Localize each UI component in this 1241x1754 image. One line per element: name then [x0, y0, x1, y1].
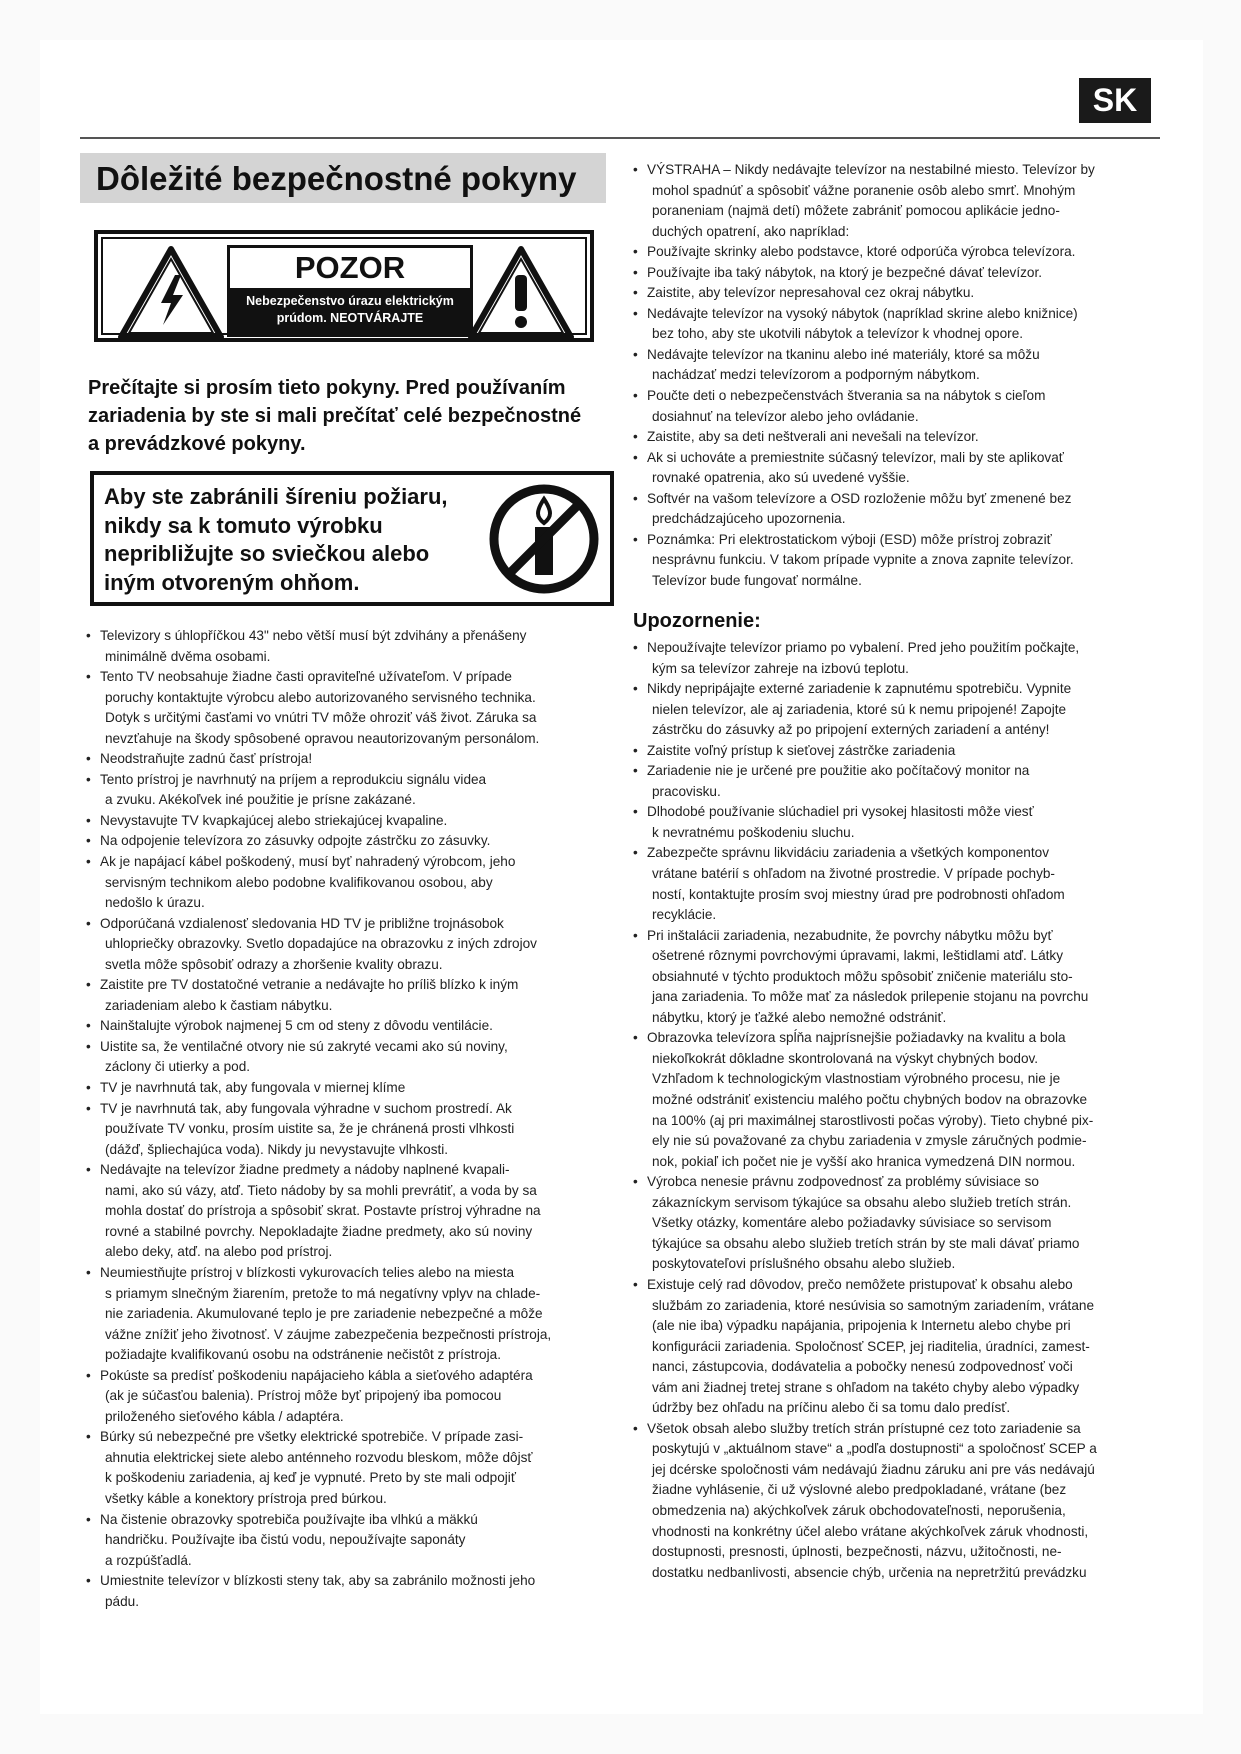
- bullet-line: • Tento prístroj je navrhnutý na príjem a reprodukciu signálu videa: [100, 771, 487, 787]
- bullet-item: [633, 1419, 1163, 1583]
- bullet-item: [86, 1366, 611, 1428]
- intro-line: Prečítajte si prosím tieto pokyny. Pred používaním: [88, 377, 566, 399]
- bullet-line: obmedzenia na) akýchkoľvek záruk obchodovateľnosti, neporušenia,: [652, 1502, 1066, 1518]
- bullet-line: dostupnosti, presnosti, úplnosti, bezpečnosti, názvu, užitočnosti, ne-: [652, 1544, 1062, 1560]
- caution-subtitle-line: prúdom. NEOTVÁRAJTE: [276, 311, 424, 325]
- bullet-line: Vzhľadom k technologickým vlastnostiam výrobného procesu, nie je: [652, 1071, 1061, 1087]
- bullet-item: [86, 749, 611, 770]
- bullet-line: recyklácie.: [652, 907, 717, 923]
- bullet-line: požiadajte kvalifikovanú osobu na odstránenie nečistôt z prístroja.: [105, 1347, 501, 1363]
- bullet-line: niekoľkokrát dôkladne skontrolovaná na výskyt chybných bodov.: [652, 1050, 1039, 1066]
- bullet-line: záclony či utierky a pod.: [105, 1059, 251, 1075]
- bullet-line: svetla môže spôsobiť odrazy a zhoršenie kvality obrazu.: [105, 956, 443, 972]
- bullet-line: dostatku nedbanlivosti, absencie chýb, určenia na nepretržitú prevádzku: [652, 1564, 1087, 1580]
- bullet-line: • Zaistite voľný prístup k sieťovej zástrčke zariadenia: [647, 742, 956, 758]
- bullet-item: [633, 843, 1163, 925]
- bullet-line: priloženého sieťového kábla / adaptéra.: [105, 1408, 344, 1424]
- caution-subtitle: [230, 288, 470, 334]
- bullet-line: vám ani žiadnej tretej strane s ohľadom na takéto chyby alebo výpadky: [652, 1379, 1080, 1395]
- bullet-item: [86, 1263, 611, 1366]
- fire-warning-line: nepribližujte so sviečkou alebo: [104, 541, 430, 566]
- bullet-line: • VÝSTRAHA – Nikdy nedávajte televízor na nestabilné miesto. Televízor by: [647, 162, 1095, 177]
- no-open-flame-icon: [488, 483, 600, 595]
- bullet-line: vhodnosti na konkrétny účel alebo vrátane akýchkoľvek záruk vhodnosti,: [652, 1523, 1089, 1539]
- title-bar: [80, 153, 606, 203]
- bullet-line: • Zaistite, aby televízor nepresahoval cez okraj nábytku.: [647, 285, 975, 301]
- bullet-line: • Zabezpečte správnu likvidáciu zariadenia a všetkých komponentov: [647, 845, 1049, 861]
- bullet-item: [633, 1275, 1163, 1419]
- bullet-line: mohla dostať do prístroja a spôsobiť skrat. Postavte prístroj výhradne na: [105, 1203, 541, 1219]
- bullet-line: • Odporúčaná vzdialenosť sledovania HD TV je približne trojnásobok: [100, 915, 504, 931]
- bullet-line: mohol spadnúť a spôsobiť vážne poranenie osôb alebo smrť. Mnohým: [652, 182, 1076, 198]
- intro-line: zariadenia by ste si mali prečítať celé bezpečnostné: [88, 405, 582, 427]
- bullet-line: • Zaistite pre TV dostatočné vetranie a nedávajte ho príliš blízko k iným: [100, 977, 519, 993]
- bullet-line: konfigurácii zariadenia. Spoločnosť SCEP, jej riaditelia, úradníci, zamest-: [652, 1338, 1090, 1354]
- bullet-item: [633, 283, 1163, 304]
- bullet-line: • Pri inštalácii zariadenia, nezabudnite, že povrchy nábytku môžu byť: [647, 927, 1053, 943]
- bullet-item: [86, 852, 611, 914]
- bullet-line: nedošlo k úrazu.: [105, 895, 205, 911]
- bullet-item: [633, 530, 1163, 592]
- bullet-line: duchých opatrení, ako napríklad:: [652, 223, 850, 239]
- bullet-line: ošetrené rôznymi povrchovými úpravami, lakmi, leštidlami atď. Látky: [652, 948, 1064, 964]
- electric-shock-warning-icon: [117, 245, 225, 341]
- bullet-line: • Nikdy nepripájajte externé zariadenie k zapnutému spotrebiču. Vypnite: [647, 681, 1072, 697]
- bullet-line: • Neumiestňujte prístroj v blízkosti vykurovacích telies alebo na miesta: [100, 1264, 515, 1280]
- safety-list-right-bottom: [633, 638, 1163, 1583]
- bullet-line: • Existuje celý rad dôvodov, prečo nemôžete pristupovať k obsahu alebo: [647, 1276, 1073, 1292]
- bullet-line: • Výrobca nenesie právnu zodpovednosť za problémy súvisiace so: [647, 1174, 1039, 1190]
- bullet-line: • Zaistite, aby sa deti neštverali ani nevešali na televízor.: [647, 429, 979, 445]
- bullet-line: nanci, zástupcovia, dodávatelia a pobočky nenesú zodpovednosť voči: [652, 1359, 1073, 1375]
- bullet-line: minimálně dvěma osobami.: [105, 648, 271, 664]
- bullet-item: [633, 926, 1163, 1029]
- bullet-line: používate TV vonku, prosím uistite sa, že je chránená prosti vlhkosti: [105, 1121, 515, 1137]
- bullet-line: poskytujú v „aktuálnom stave“ a „podľa dostupnosti“ a spoločnosť SCEP a: [652, 1441, 1097, 1457]
- bullet-line: nami, ako sú vázy, atď. Tieto nádoby by sa mohli prevrátiť, a voda by sa: [105, 1182, 537, 1198]
- bullet-line: • Ak je napájací kábel poškodený, musí byť nahradený výrobcom, jeho: [100, 854, 516, 870]
- bullet-line: ností, kontaktujte prosím svoj miestny úrad pre podrobnosti ohľadom: [652, 886, 1065, 902]
- bullet-item: [633, 679, 1163, 741]
- bullet-item: [633, 489, 1163, 530]
- bullet-line: predchádzajúceho upozornenia.: [652, 511, 846, 527]
- bullet-item: [86, 1037, 611, 1078]
- fire-warning-line: Aby ste zabránili šíreniu požiaru,: [104, 484, 448, 509]
- bullet-line: alebo deky, atď. na alebo pod prístroj.: [105, 1244, 333, 1260]
- bullet-line: týkajúce sa obsahu alebo služieb tretích strán by ste mali dávať priamo: [652, 1235, 1080, 1251]
- bullet-line: ely nie sú považované za chybu zariadenia v zmysle záručných podmie-: [652, 1133, 1087, 1149]
- bullet-line: • Búrky sú nebezpečné pre všetky elektrické spotrebiče. V prípade zasi-: [100, 1429, 524, 1445]
- bullet-line: nábytku, ktorý je ťažké alebo nemožné odstrániť.: [652, 1009, 947, 1025]
- bullet-item: [86, 811, 611, 832]
- bullet-line: poruchy kontaktujte výrobcu alebo autorizovaného servisného technika.: [105, 689, 536, 705]
- fire-warning-line: iným otvoreným ohňom.: [104, 569, 360, 595]
- bullet-line: (ale nie iba) výpadku napájania, pripojenia k Internetu alebo chybe pri: [652, 1318, 1071, 1334]
- bullet-item: [633, 1028, 1163, 1172]
- caution-text-block: [227, 245, 473, 337]
- bullet-line: • Zariadenie nie je určené pre použitie ako počítačový monitor na: [647, 763, 1030, 779]
- bullet-line: • Uistite sa, že ventilačné otvory nie sú zakryté vecami ako sú noviny,: [100, 1038, 508, 1054]
- bullet-line: • Televizory s úhlopříčkou 43" nebo větší musí být zdvihány a přenášeny: [100, 628, 527, 643]
- bullet-item: [633, 345, 1163, 386]
- bullet-line: a zvuku. Akékoľvek iné použitie je prísne zakázané.: [105, 792, 416, 808]
- bullet-line: ahnutia elektrickej siete alebo anténneho rozvodu bleskom, môže dôjsť: [105, 1449, 533, 1465]
- bullet-line: zástrčku do zásuvky až po pripojení externých zariadení a antény!: [652, 722, 1050, 738]
- bullet-line: nielen televízor, ale aj zariadenia, ktoré sú k nemu pripojené! Zapojte: [652, 701, 1067, 717]
- bullet-line: • Poznámka: Pri elektrostatickom výboji (ESD) môže prístroj zobraziť: [647, 531, 1052, 547]
- bullet-line: nie zariadenia. Akumulované teplo je pre zariadenie nebezpečné a môže: [105, 1306, 543, 1322]
- bullet-line: uhlopriečky obrazovky. Svetlo dopadajúce na obrazovku z iných zdrojov: [105, 936, 537, 952]
- bullet-line: (dážď, špliechajúca voda). Nikdy ju nevystavujte vlhkosti.: [105, 1141, 449, 1157]
- caution-title: POZOR: [294, 250, 406, 285]
- section-heading-upozornenie: Upozornenie:: [633, 610, 761, 632]
- bullet-line: nachádzať medzi televízorom a podporným nábytkom.: [652, 367, 980, 383]
- bullet-item: [633, 160, 1163, 242]
- bullet-line: Televízor bude fungovať normálne.: [652, 572, 862, 588]
- bullet-line: nevzťahuje na škody spôsobené opravou neautorizovaným personálom.: [105, 730, 540, 746]
- fire-warning-box: [90, 471, 614, 606]
- bullet-item: [633, 304, 1163, 345]
- bullet-line: handričku. Používajte iba čistú vodu, nepoužívajte saponáty: [105, 1532, 466, 1548]
- intro-paragraph: [88, 374, 608, 458]
- safety-list-left: [86, 626, 611, 1612]
- bullet-line: • Neodstraňujte zadnú časť prístroja!: [100, 751, 313, 767]
- bullet-item: [633, 448, 1163, 489]
- bullet-line: • Softvér na vašom televízore a OSD rozloženie môžu byť zmenené bez: [647, 490, 1072, 506]
- bullet-line: s priamym slnečným žiarením, pretože to má negatívny vplyv na chlade-: [105, 1285, 541, 1301]
- bullet-line: nok, pokiaľ ich počet nie je vyšší ako hranica vymedzená DIN normou.: [652, 1153, 1076, 1169]
- bullet-line: poskytovateľovi príslušného obsahu alebo služieb.: [652, 1256, 956, 1272]
- bullet-line: poraneniam (najmä detí) môžete zabrániť pomocou aplikácie jedno-: [652, 203, 1060, 219]
- bullet-item: [86, 831, 611, 852]
- bullet-line: rovné a stabilné povrchy. Nepokladajte žiadne predmety, ako sú noviny: [105, 1223, 533, 1239]
- bullet-line: • Nevystavujte TV kvapkajúcej alebo striekajúcej kvapaline.: [100, 812, 448, 828]
- bullet-item: [86, 914, 611, 976]
- bullet-line: všetky káble a konektory prístroja pred búrkou.: [105, 1490, 387, 1506]
- bullet-line: • TV je navrhnutá tak, aby fungovala v miernej klíme: [100, 1080, 406, 1096]
- bullet-line: vážne znížiť jeho životnosť. V záujme zabezpečenia bezpečnosti prístroja,: [105, 1326, 552, 1342]
- bullet-line: obsiahnuté v týchto produktoch môžu spôsobiť zničenie materiálu sto-: [652, 968, 1073, 984]
- bullet-line: Dotyk s určitými časťami vo vnútri TV môže ohroziť váš život. Záruka sa: [105, 710, 537, 726]
- bullet-item: [86, 1510, 611, 1572]
- bullet-line: na 100% (aj pri maximálnej starostlivosti počas výroby). Tieto chybné pix-: [652, 1112, 1094, 1128]
- bullet-item: [633, 638, 1163, 679]
- bullet-line: • Nedávajte televízor na vysoký nábytok (napríklad skrine alebo knižnice): [647, 305, 1078, 321]
- bullet-line: nesprávnu funkciu. V takom prípade vypnite a znova zapnite televízor.: [652, 552, 1074, 568]
- bullet-line: • Pokúste sa predísť poškodeniu napájacieho kábla a sieťového adaptéra: [100, 1367, 533, 1383]
- bullet-item: [86, 626, 611, 667]
- bullet-item: [633, 386, 1163, 427]
- bullet-line: • Na odpojenie televízora zo zásuvky odpojte zástrčku zo zásuvky.: [100, 833, 491, 849]
- header-rule: [80, 137, 1160, 139]
- bullet-line: rovnaké opatrenia, ako sú uvedené vyššie.: [652, 470, 910, 486]
- bullet-line: • Nepoužívajte televízor priamo po vybalení. Pred jeho použitím počkajte,: [647, 640, 1080, 655]
- bullet-line: jej dcérske spoločnosti vám nedávajú žiadnu záruku ani pre vás nedávajú: [652, 1461, 1095, 1477]
- bullet-line: žiadne vyhlásenie, či už výslovné alebo predpokladané, vrátane (bez: [652, 1482, 1067, 1498]
- bullet-line: vrátane batérií s ohľadom na životné prostredie. V prípade pochyb-: [652, 866, 1055, 882]
- bullet-item: [86, 1016, 611, 1037]
- bullet-item: [633, 1172, 1163, 1275]
- fire-warning-line: nikdy sa k tomuto výrobku: [104, 512, 383, 538]
- bullet-line: servisným technikom alebo podobne kvalifikovanou osobou, aby: [105, 874, 493, 890]
- language-badge: SK: [1079, 78, 1151, 123]
- bullet-line: k nevratnému poškodeniu sluchu.: [652, 824, 855, 840]
- bullet-item: [86, 1078, 611, 1099]
- bullet-line: • TV je navrhnutá tak, aby fungovala výhradne v suchom prostredí. Ak: [100, 1100, 512, 1116]
- bullet-line: jana zariadenia. To môže mať za následok prilepenie stojanu na povrchu: [652, 989, 1089, 1005]
- bullet-line: k poškodeniu zariadenia, aj keď je vypnuté. Preto by ste mali odpojiť: [105, 1470, 516, 1486]
- bullet-item: [633, 263, 1163, 284]
- intro-line: a prevádzkové pokyny.: [88, 433, 306, 455]
- bullet-line: • Používajte iba taký nábytok, na ktorý je bezpečné dávať televízor.: [647, 264, 1043, 280]
- bullet-line: službám zo zariadenia, ktoré nesúvisia so samotným zariadením, vrátane: [652, 1297, 1095, 1313]
- bullet-line: dosiahnuť na televízor alebo jeho ovládanie.: [652, 408, 919, 424]
- bullet-line: možné odstrániť existenciu malého počtu chybných bodov na obrazovke: [652, 1092, 1088, 1108]
- caution-label: [94, 230, 594, 342]
- bullet-line: a rozpúšťadlá.: [105, 1552, 192, 1568]
- bullet-line: zákazníckym servisom týkajúce sa obsahu alebo služieb tretích strán.: [652, 1194, 1072, 1210]
- caution-label-frame: [101, 237, 587, 335]
- bullet-line: • Nedávajte televízor na tkaninu alebo iné materiály, ktoré sa môžu: [647, 346, 1040, 362]
- bullet-item: [86, 975, 611, 1016]
- bullet-item: [86, 1160, 611, 1263]
- bullet-item: [633, 761, 1163, 802]
- bullet-line: • Poučte deti o nebezpečenstvách štverania sa na nábytok s cieľom: [647, 388, 1046, 404]
- bullet-item: [86, 667, 611, 749]
- bullet-line: • Nedávajte na televízor žiadne predmety a nádoby naplnené kvapali-: [100, 1162, 510, 1178]
- bullet-item: [86, 1427, 611, 1509]
- bullet-item: [86, 1099, 611, 1161]
- bullet-line: kým sa televízor zahreje na izbovú teplotu.: [652, 660, 909, 676]
- bullet-line: • Nainštalujte výrobok najmenej 5 cm od steny z dôvodu ventilácie.: [100, 1018, 493, 1034]
- bullet-item: [633, 427, 1163, 448]
- fire-warning-text: [104, 483, 448, 597]
- bullet-line: bez toho, aby ste ukotvili nábytok a televízor k vhodnej opore.: [652, 326, 1024, 342]
- bullet-line: údržby bez ohľadu na príčinu alebo či sa tomu dalo predísť.: [652, 1400, 1011, 1416]
- bullet-line: • Všetok obsah alebo služby tretích strán prístupné cez toto zariadenie sa: [647, 1420, 1081, 1436]
- bullet-line: pádu.: [105, 1593, 140, 1609]
- exclamation-warning-icon: [467, 245, 575, 341]
- bullet-line: zariadeniam alebo k častiam nábytku.: [105, 997, 333, 1013]
- bullet-item: [86, 1571, 611, 1612]
- bullet-line: (ak je súčasťou balenia). Prístroj môže byť pripojený iba pomocou: [105, 1388, 502, 1404]
- bullet-line: • Obrazovka televízora spĺňa najprísnejšie požiadavky na kvalitu a bola: [647, 1030, 1066, 1046]
- bullet-line: pracovisku.: [652, 783, 721, 799]
- bullet-line: • Ak si uchováte a premiestnite súčasný televízor, mali by ste aplikovať: [647, 449, 1064, 465]
- bullet-item: [633, 741, 1163, 762]
- safety-list-right-top: [633, 160, 1163, 591]
- bullet-item: [633, 802, 1163, 843]
- page-title: Dôležité bezpečnostné pokyny: [96, 160, 577, 197]
- bullet-line: • Dlhodobé používanie slúchadiel pri vysokej hlasitosti môže viesť: [647, 804, 1034, 820]
- bullet-line: Všetky otázky, komentáre alebo požiadavky súvisiace so servisom: [652, 1215, 1052, 1231]
- bullet-line: • Na čistenie obrazovky spotrebiča používajte iba vlhkú a mäkkú: [100, 1511, 478, 1527]
- bullet-line: • Tento TV neobsahuje žiadne časti opraviteľné užívateľom. V prípade: [100, 669, 512, 685]
- caution-subtitle-line: Nebezpečenstvo úrazu elektrickým: [246, 294, 454, 308]
- bullet-line: • Používajte skrinky alebo podstavce, ktoré odporúča výrobca televízora.: [647, 244, 1076, 260]
- bullet-item: [633, 242, 1163, 263]
- bullet-line: • Umiestnite televízor v blízkosti steny tak, aby sa zabránilo možnosti jeho: [100, 1573, 536, 1589]
- bullet-item: [86, 770, 611, 811]
